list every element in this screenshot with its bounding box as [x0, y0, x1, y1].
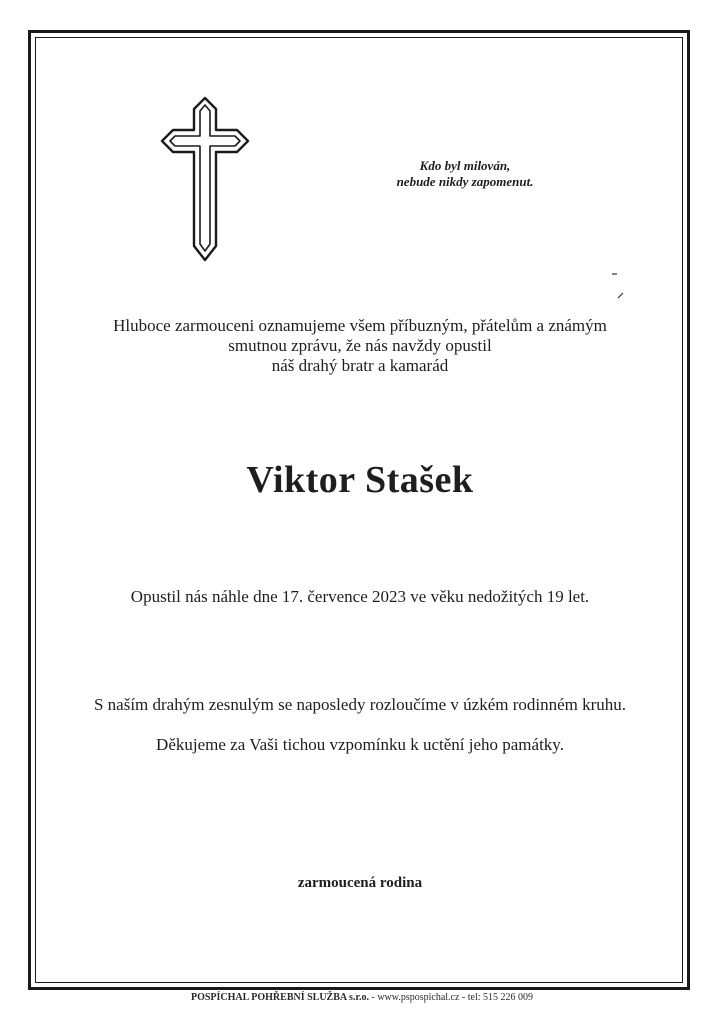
- cross-icon: [152, 94, 258, 266]
- motto: [360, 158, 570, 190]
- announcement-line-3: náš drahý bratr a kamarád: [271, 356, 449, 375]
- scan-mark: [608, 268, 628, 304]
- deceased-name: Viktor Stašek: [246, 459, 474, 501]
- thanks-note: Děkujeme za Vaši tichou vzpomínku k uctění jeho památky.: [156, 735, 564, 754]
- motto-line-2: nebude nikdy zapomenut.: [396, 174, 534, 189]
- motto-line-1: Kdo byl milován,: [419, 158, 511, 173]
- death-info: Opustil nás náhle dne 17. července 2023 ve věku nedožitých 19 let.: [130, 587, 590, 606]
- footer-contact: - www.pspospichal.cz - tel: 515 226 009: [368, 992, 534, 1003]
- announcement-line-2: smutnou zprávu, že nás navždy opustil: [228, 336, 492, 355]
- footer-company: POSPÍCHAL POHŘEBNÍ SLUŽBA s.r.o.: [190, 992, 369, 1003]
- farewell-notice: S naším drahým zesnulým se naposledy rozloučíme v úzkém rodinném kruhu.: [93, 695, 627, 714]
- signature: zarmoucená rodina: [297, 875, 423, 891]
- announcement: [60, 316, 660, 376]
- inner-border: [35, 37, 683, 983]
- footer: [80, 991, 644, 1005]
- announcement-line-1: Hluboce zarmouceni oznamujeme všem příbuzným, přátelům a známým: [113, 316, 607, 335]
